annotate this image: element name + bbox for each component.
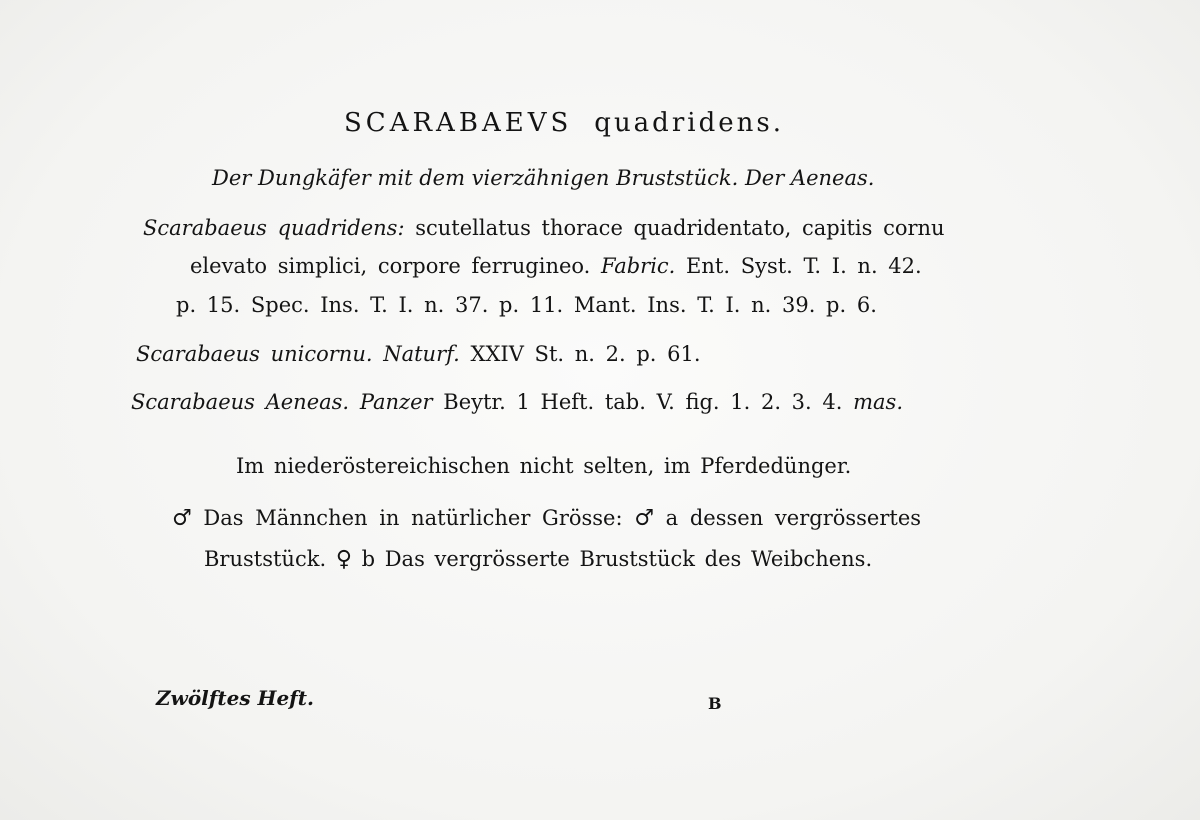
habitat-text: Im niederöstereichischen nicht selten, im Pferdedünger.	[236, 454, 852, 478]
ref1-author: Fabric.	[601, 254, 676, 278]
reference-1-line-3	[176, 291, 877, 319]
reference-2	[136, 340, 701, 368]
ref1-line2-text-b: Ent. Syst. T. I. n. 42.	[686, 254, 922, 278]
figure-line2-b: b Das vergrösserte Bruststück des Weibchens.	[361, 547, 873, 571]
alias-name: Der Aeneas.	[744, 166, 875, 190]
figure-line1-a: Das Männchen in natürlicher Grösse:	[203, 506, 623, 530]
figure-line1-b: a dessen vergrössertes	[665, 506, 922, 530]
title-species: quadridens.	[594, 108, 784, 138]
figure-line2-a: Bruststück.	[204, 547, 327, 571]
female-symbol-icon: ♀	[335, 547, 352, 572]
ref2-text: XXIV St. n. 2. p. 61.	[470, 342, 701, 366]
subtitle	[212, 164, 874, 192]
ref3-name: Scarabaeus Aeneas.	[131, 390, 350, 414]
ref2-name: Scarabaeus unicornu.	[136, 342, 373, 366]
page-title	[344, 108, 784, 138]
figure-caption-line-1	[172, 504, 921, 533]
signature-mark: B	[708, 694, 722, 713]
issue-footer: Zwölftes Heft.	[156, 686, 314, 710]
ref1-line3-text: p. 15. Spec. Ins. T. I. n. 37. p. 11. Mant. Ins. T. I. n. 39. p. 6.	[176, 293, 877, 317]
male-symbol-icon: ♂	[634, 506, 654, 531]
ref3-text: Beytr. 1 Heft. tab. V. fig. 1. 2. 3. 4.	[443, 390, 843, 414]
reference-3	[131, 388, 903, 416]
reference-1-line-2	[190, 252, 922, 280]
ref2-source: Naturf.	[383, 342, 460, 366]
ref1-line1-text: scutellatus thorace quadridentato, capitis cornu	[415, 216, 945, 240]
german-name: Der Dungkäfer mit dem vierzähnigen Bruststück.	[212, 166, 739, 190]
ref3-author: Panzer	[359, 390, 433, 414]
ref1-name: Scarabaeus quadridens:	[143, 216, 405, 240]
male-symbol-icon: ♂	[172, 506, 192, 531]
ref1-line2-text-a: elevato simplici, corpore ferrugineo.	[190, 254, 591, 278]
reference-1-line-1	[143, 214, 945, 242]
title-genus: SCARABAEVS	[344, 108, 573, 138]
ref3-suffix: mas.	[853, 390, 903, 414]
figure-caption-line-2	[204, 545, 872, 574]
